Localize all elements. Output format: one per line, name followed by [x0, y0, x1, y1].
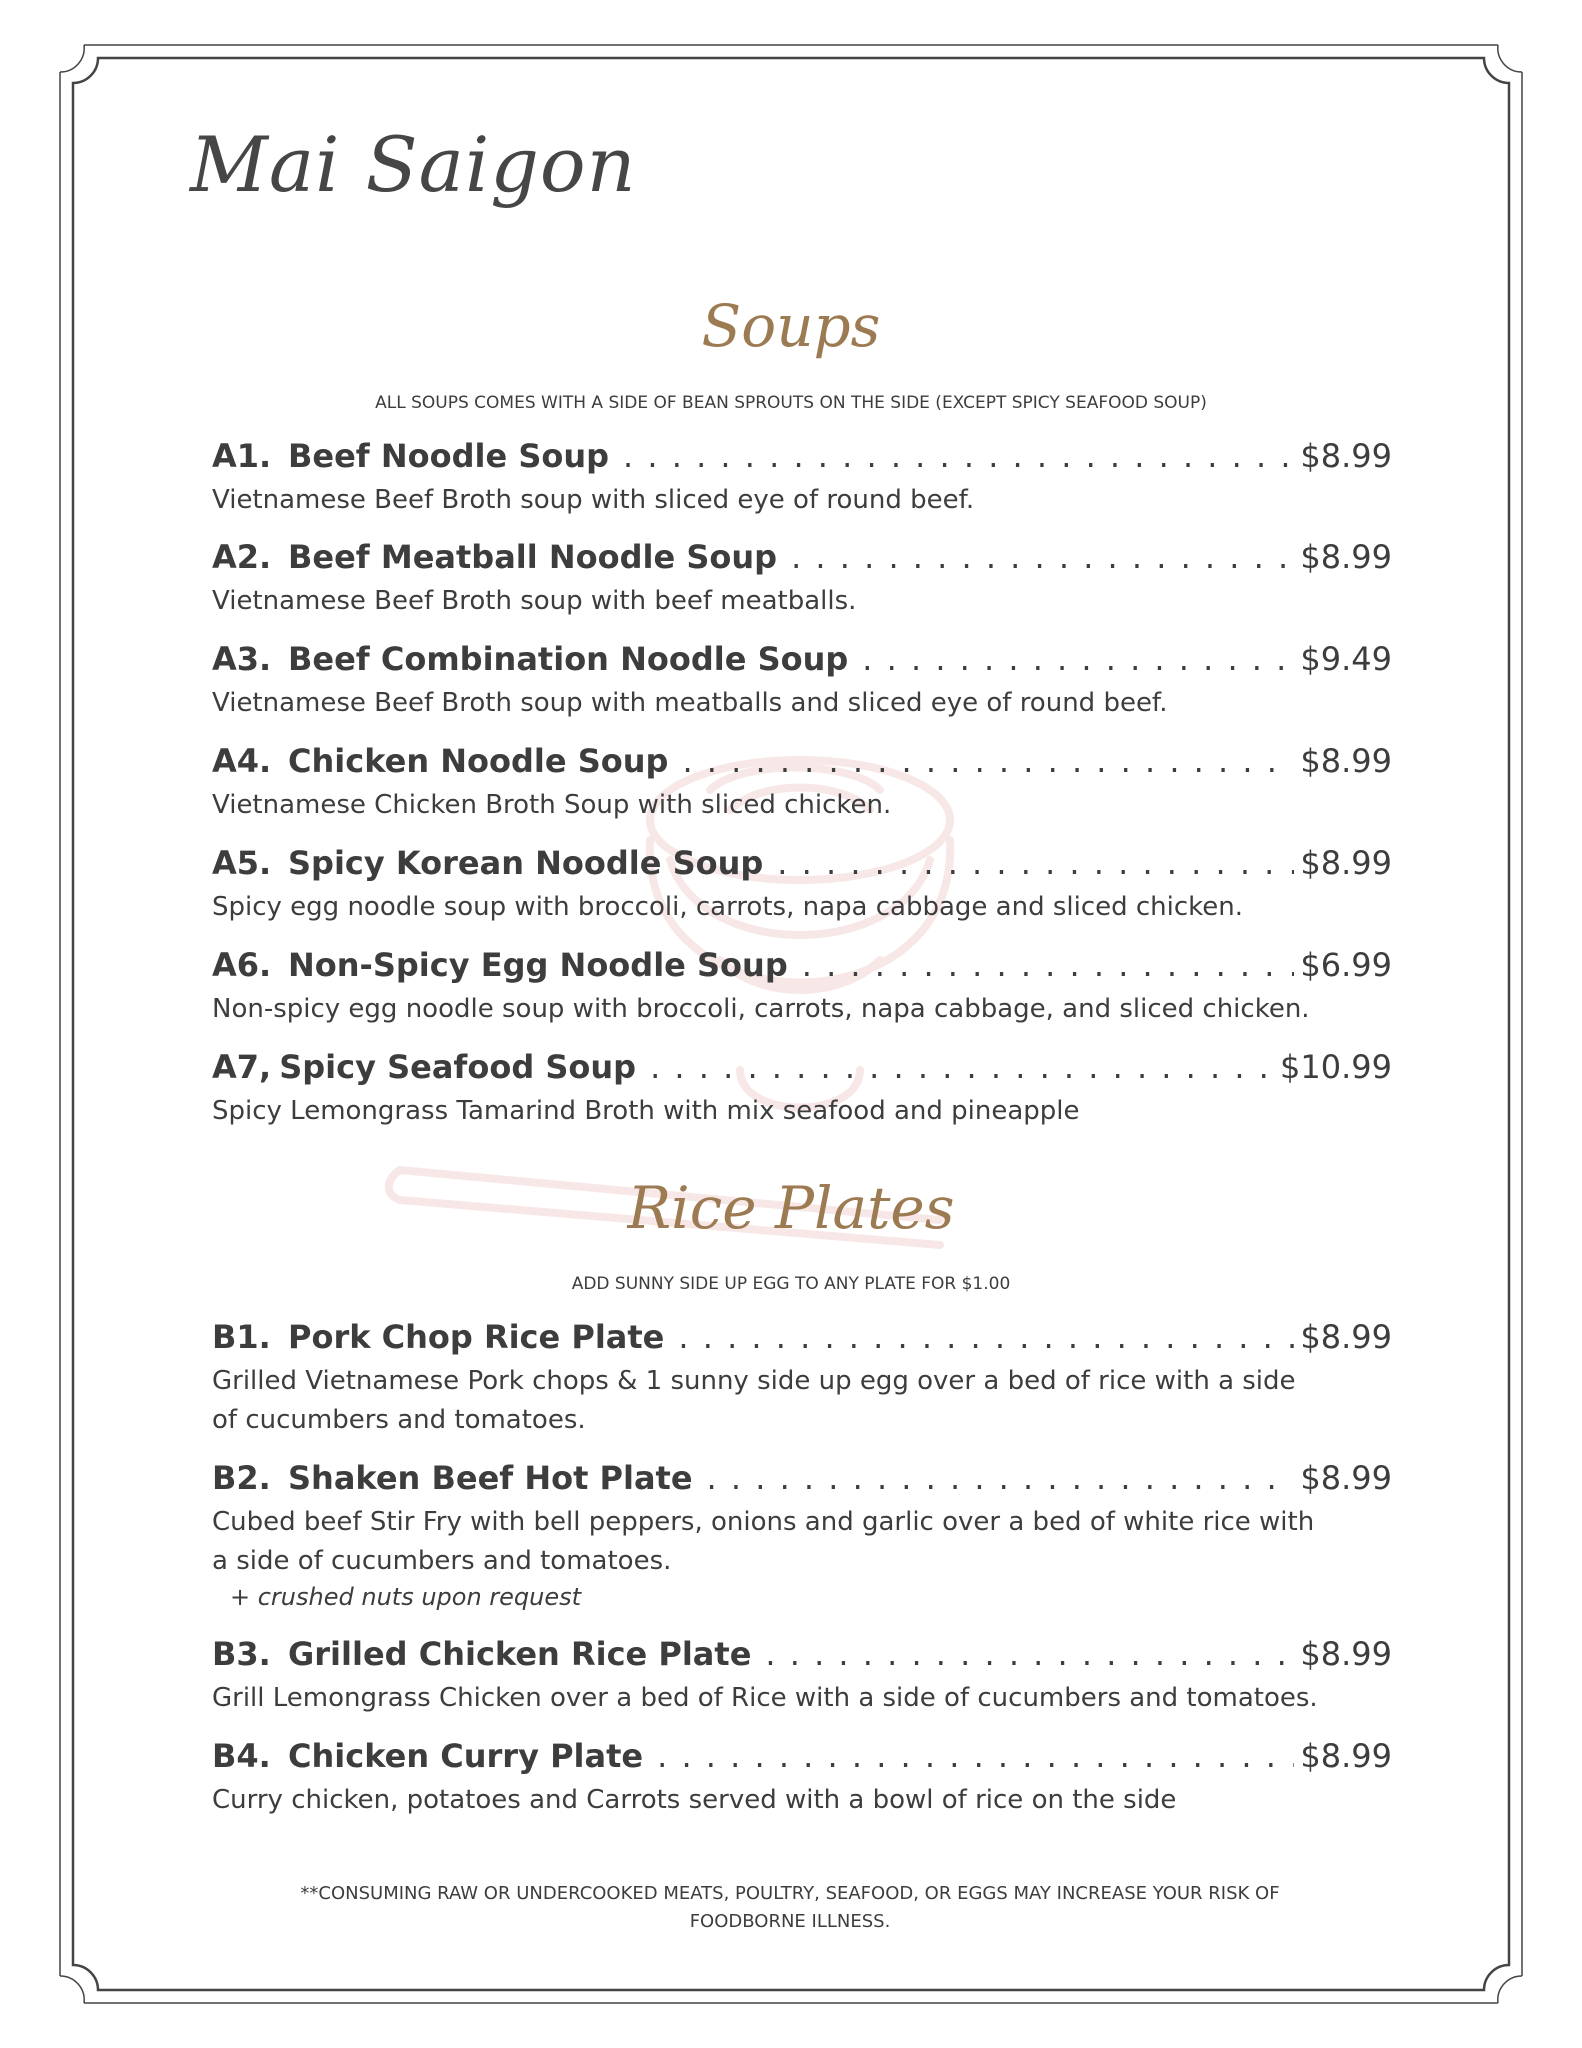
item-price: $8.99	[1300, 538, 1392, 576]
item-description: Spicy egg noodle soup with broccoli, carrots, napa cabbage and sliced chicken.	[212, 892, 1244, 922]
item-description: Spicy Lemongrass Tamarind Broth with mix seafood and pineapple	[212, 1096, 1080, 1126]
description-line: Curry chicken, potatoes and Carrots served with a bowl of rice on the side	[212, 1785, 1177, 1815]
soups-note: ALL SOUPS COMES WITH A SIDE OF BEAN SPROUTS ON THE SIDE (EXCEPT SPICY SEAFOOD SOUP)	[375, 393, 1207, 413]
dot-leader	[623, 437, 1294, 475]
description-line: of cucumbers and tomatoes.	[212, 1405, 586, 1435]
rice-plates-note: ADD SUNNY SIDE UP EGG TO ANY PLATE FOR $1.00	[571, 1274, 1011, 1294]
item-name: Spicy Korean Noodle Soup	[288, 844, 764, 882]
item-number: A7,	[212, 1048, 272, 1086]
menu-item	[212, 538, 1392, 621]
item-price: $8.99	[1300, 1635, 1392, 1673]
dot-leader	[791, 538, 1294, 576]
dot-leader	[765, 1635, 1294, 1673]
soups-title: Soups	[701, 292, 881, 360]
warning-line: **CONSUMING RAW OR UNDERCOOKED MEATS, POULTRY, SEAFOOD, OR EGGS MAY INCREASE YOUR RISK OF	[300, 1883, 1280, 1904]
item-number: B4.	[212, 1737, 271, 1775]
dot-leader	[862, 640, 1294, 678]
item-description: Vietnamese Beef Broth soup with meatballs and sliced eye of round beef.	[212, 688, 1168, 718]
item-description: Vietnamese Chicken Broth Soup with sliced chicken.	[212, 790, 892, 820]
menu-item	[212, 1048, 1392, 1131]
dot-leader	[678, 1318, 1294, 1356]
item-number: A4.	[212, 742, 272, 780]
item-price: $8.99	[1300, 437, 1392, 475]
item-name: Pork Chop Rice Plate	[288, 1318, 665, 1356]
item-description: Vietnamese Beef Broth soup with sliced eye of round beef.	[212, 485, 975, 515]
item-description	[212, 1781, 1392, 1820]
item-name: Grilled Chicken Rice Plate	[288, 1635, 752, 1673]
item-description: Non-spicy egg noodle soup with broccoli, carrots, napa cabbage, and sliced chicken.	[212, 994, 1310, 1024]
item-price: $6.99	[1300, 946, 1392, 984]
dot-leader	[802, 946, 1295, 984]
menu-item	[212, 844, 1392, 927]
item-extra-note: + crushed nuts upon request	[230, 1583, 582, 1611]
item-price: $8.99	[1300, 742, 1392, 780]
description-line: Cubed beef Stir Fry with bell peppers, onions and garlic over a bed of white rice with	[212, 1507, 1315, 1537]
health-warning	[230, 1880, 1350, 1936]
dot-leader	[777, 844, 1294, 882]
dot-leader	[650, 1048, 1274, 1086]
dot-leader	[657, 1737, 1294, 1775]
item-description	[212, 1679, 1392, 1718]
item-number: B2.	[212, 1459, 271, 1497]
menu-item	[212, 640, 1392, 723]
dot-leader	[682, 742, 1294, 780]
item-name: Non-Spicy Egg Noodle Soup	[288, 946, 788, 984]
restaurant-name: Mai Saigon	[190, 120, 637, 209]
menu-item	[212, 1635, 1392, 1718]
menu-item	[212, 1737, 1392, 1820]
item-price: $9.49	[1300, 640, 1392, 678]
item-number: A5.	[212, 844, 272, 882]
item-number: B1.	[212, 1318, 271, 1356]
description-line: Grill Lemongrass Chicken over a bed of Rice with a side of cucumbers and tomatoes.	[212, 1683, 1318, 1713]
menu-item	[212, 437, 1392, 520]
item-name: Shaken Beef Hot Plate	[288, 1459, 693, 1497]
item-number: A3.	[212, 640, 272, 678]
warning-line: FOODBORNE ILLNESS.	[689, 1911, 891, 1932]
item-number: B3.	[212, 1635, 271, 1673]
menu-item	[212, 946, 1392, 1029]
item-number: A1.	[212, 437, 272, 475]
item-name: Beef Meatball Noodle Soup	[288, 538, 778, 576]
menu-item	[212, 1459, 1392, 1611]
item-number: A2.	[212, 538, 272, 576]
item-number: A6.	[212, 946, 272, 984]
item-price: $8.99	[1300, 1459, 1392, 1497]
rice-plates-title: Rice Plates	[627, 1174, 955, 1242]
item-description	[212, 1503, 1392, 1581]
item-name: Chicken Curry Plate	[288, 1737, 644, 1775]
item-name: Chicken Noodle Soup	[288, 742, 669, 780]
item-name: Beef Combination Noodle Soup	[288, 640, 849, 678]
item-price: $10.99	[1280, 1048, 1392, 1086]
menu-item	[212, 742, 1392, 825]
description-line: Grilled Vietnamese Pork chops & 1 sunny side up egg over a bed of rice with a side	[212, 1366, 1296, 1396]
item-name: Spicy Seafood Soup	[279, 1048, 637, 1086]
item-price: $8.99	[1300, 844, 1392, 882]
menu-item	[212, 1318, 1392, 1440]
item-description: Vietnamese Beef Broth soup with beef meatballs.	[212, 586, 857, 616]
description-line: a side of cucumbers and tomatoes.	[212, 1546, 672, 1576]
item-price: $8.99	[1300, 1737, 1392, 1775]
dot-leader	[707, 1459, 1295, 1497]
item-name: Beef Noodle Soup	[288, 437, 610, 475]
item-description	[212, 1362, 1392, 1440]
item-price: $8.99	[1300, 1318, 1392, 1356]
